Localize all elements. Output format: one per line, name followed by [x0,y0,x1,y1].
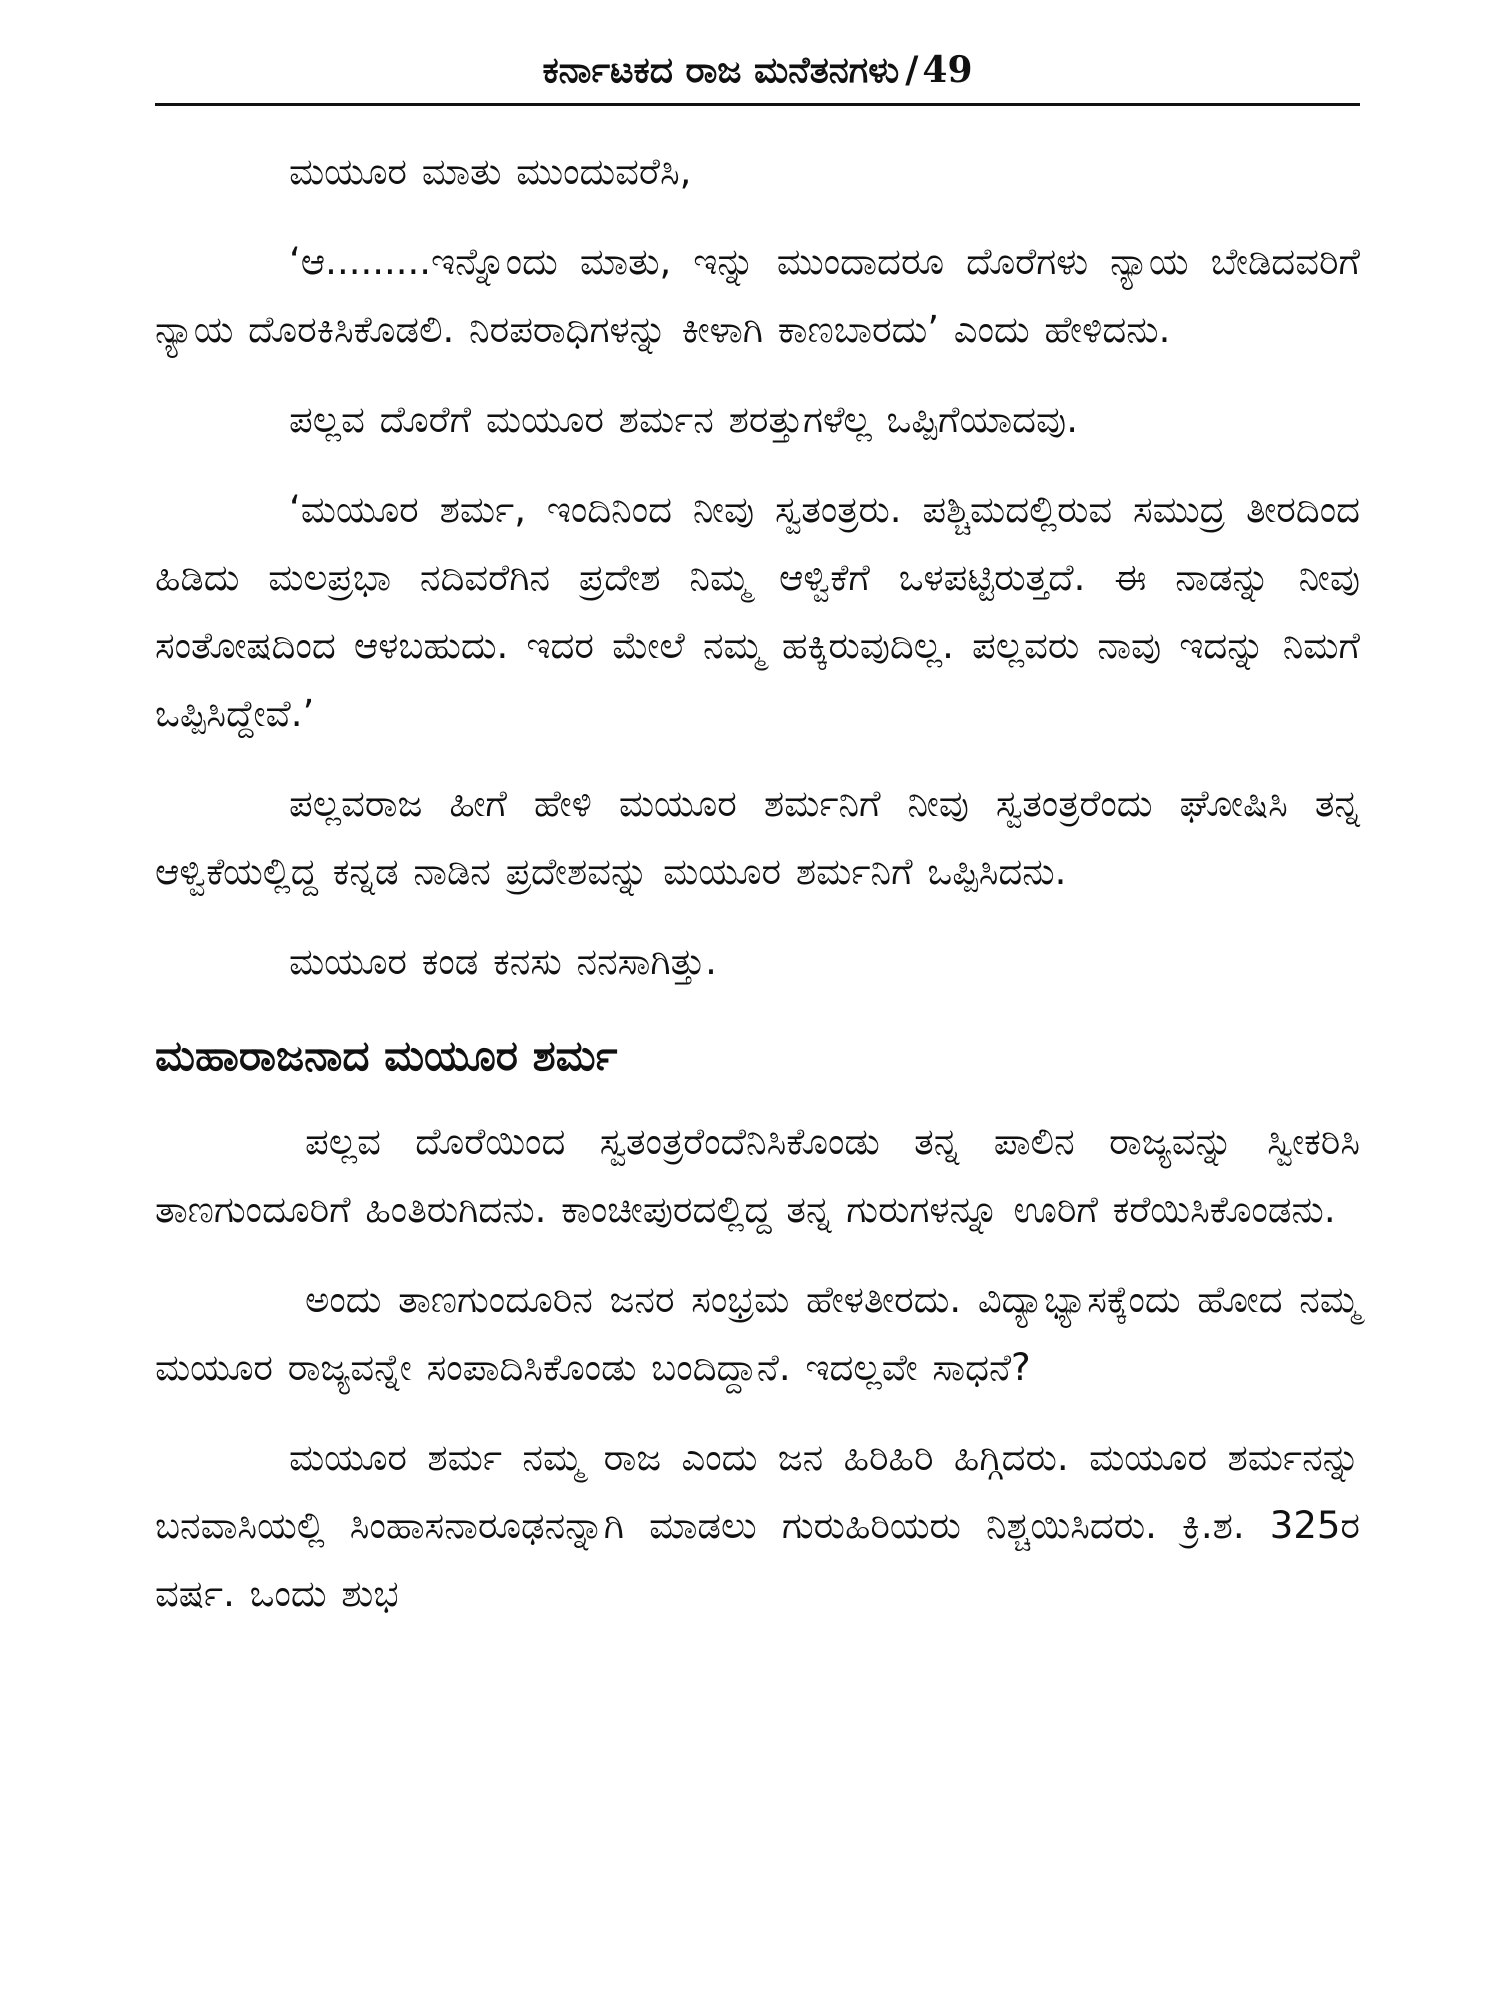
paragraph: ಪಲ್ಲವ ದೊರೆಯಿಂದ ಸ್ವತಂತ್ರರೆಂದೆನಿಸಿಕೊಂಡು ತನ್ನ ಪಾಲಿನ ರಾಜ್ಯವನ್ನು ಸ್ವೀಕರಿಸಿ ತಾಣಗುಂದೂರಿಗೆ ಹಿಂತಿರುಗಿದನು. ಕಾಂಚೀಪುರದಲ್ಲಿದ್ದ ತನ್ನ ಗುರುಗಳನ್ನೂ ಊರಿಗೆ ಕರೆಯಿಸಿಕೊಂಡನು. [155,1120,1360,1231]
paragraph: ಅಂದು ತಾಣಗುಂದೂರಿನ ಜನರ ಸಂಭ್ರಮ ಹೇಳತೀರದು. ವಿದ್ಯಾಭ್ಯಾಸಕ್ಕೆಂದು ಹೋದ ನಮ್ಮ ಮಯೂರ ರಾಜ್ಯವನ್ನೇ ಸಂಪಾದಿಸಿಕೊಂಡು ಬಂದಿದ್ದಾನೆ. ಇದಲ್ಲವೇ ಸಾಧನೆ? [155,1278,1360,1389]
paragraph: ಮಯೂರ ಕಂಡ ಕನಸು ನನಸಾಗಿತ್ತು. [289,940,717,983]
paragraph: ಮಯೂರ ಮಾತು ಮುಂದುವರೆಸಿ, [289,150,692,193]
paragraph: ಮಯೂರ ಶರ್ಮ ನಮ್ಮ ರಾಜ ಎಂದು ಜನ ಹಿರಿಹಿರಿ ಹಿಗ್ಗಿದರು. ಮಯೂರ ಶರ್ಮನನ್ನು ಬನವಾಸಿಯಲ್ಲಿ ಸಿಂಹಾಸನಾರೂಢನನ್ನಾಗಿ ಮಾಡಲು ಗುರುಹಿರಿಯರು ನಿಶ್ಚಯಿಸಿದರು. ಕ್ರಿ.ಶ. 325ರ ವರ್ಷ. ಒಂದು ಶುಭ [155,1436,1360,1615]
paragraph: ಪಲ್ಲವ ದೊರೆಗೆ ಮಯೂರ ಶರ್ಮನ ಶರತ್ತುಗಳೆಲ್ಲ ಒಪ್ಪಿಗೆಯಾದವು. [289,398,1078,441]
paragraph: ಪಲ್ಲವರಾಜ ಹೀಗೆ ಹೇಳಿ ಮಯೂರ ಶರ್ಮನಿಗೆ ನೀವು ಸ್ವತಂತ್ರರೆಂದು ಘೋಷಿಸಿ ತನ್ನ ಆಳ್ವಿಕೆಯಲ್ಲಿದ್ದ ಕನ್ನಡ ನಾಡಿನ ಪ್ರದೇಶವನ್ನು ಮಯೂರ ಶರ್ಮನಿಗೆ ಒಪ್ಪಿಸಿದನು. [155,782,1360,893]
section-heading: ಮಹಾರಾಜನಾದ ಮಯೂರ ಶರ್ಮ [155,1031,618,1080]
paragraph: ‘ಆ.........ಇನ್ನೊಂದು ಮಾತು, ಇನ್ನು ಮುಂದಾದರೂ ದೊರೆಗಳು ನ್ಯಾಯ ಬೇಡಿದವರಿಗೆ ನ್ಯಾಯ ದೊರಕಿಸಿಕೊಡಲಿ. ನಿರಪರಾಧಿಗಳನ್ನು ಕೀಳಾಗಿ ಕಾಣಬಾರದು’ ಎಂದು ಹೇಳಿದನು. [155,240,1360,351]
header-separator: / [905,49,919,91]
page-body [155,138,1360,1650]
book-title: ಕರ್ನಾಟಕದ ರಾಜ ಮನೆತನಗಳು [542,50,900,91]
running-header [155,40,1360,100]
page-number: 49 [922,49,973,91]
paragraph: ‘ಮಯೂರ ಶರ್ಮ, ಇಂದಿನಿಂದ ನೀವು ಸ್ವತಂತ್ರರು. ಪಶ್ಚಿಮದಲ್ಲಿರುವ ಸಮುದ್ರ ತೀರದಿಂದ ಹಿಡಿದು ಮಲಪ್ರಭಾ ನದಿವರೆಗಿನ ಪ್ರದೇಶ ನಿಮ್ಮ ಆಳ್ವಿಕೆಗೆ ಒಳಪಟ್ಟಿರುತ್ತದೆ. ಈ ನಾಡನ್ನು ನೀವು ಸಂತೋಷದಿಂದ ಆಳಬಹುದು. ಇದರ ಮೇಲೆ ನಮ್ಮ ಹಕ್ಕಿರುವುದಿಲ್ಲ. ಪಲ್ಲವರು ನಾವು ಇದನ್ನು ನಿಮಗೆ ಒಪ್ಪಿಸಿದ್ದೇವೆ.’ [155,488,1360,735]
header-rule [155,103,1360,106]
